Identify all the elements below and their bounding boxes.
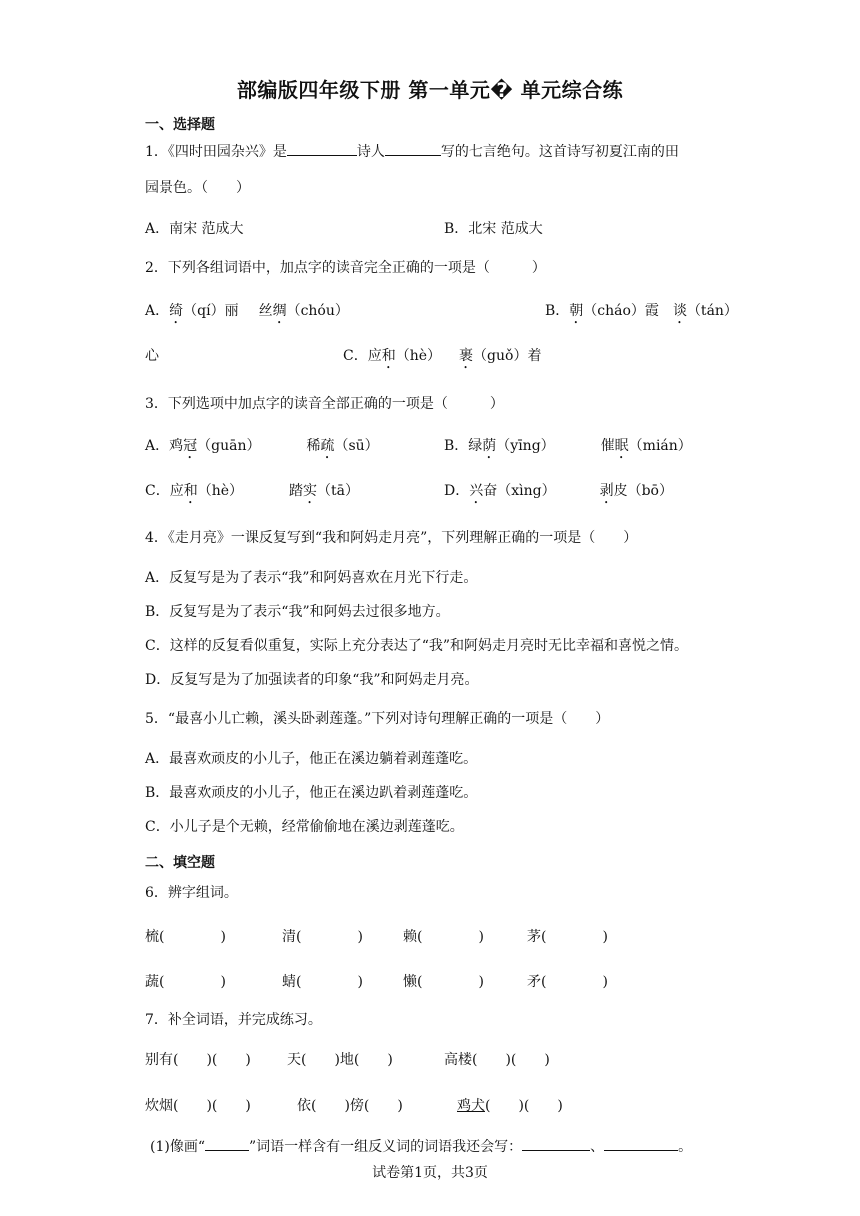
question-1-line-1: 1．《四时田园杂兴》是 诗人 写的七言绝句。这首诗写初夏江南的田: [145, 141, 679, 161]
question-1-option-b[interactable]: B．北宋 范成大: [444, 221, 543, 237]
question-2-option-b-continued: 心: [145, 348, 159, 364]
question-3-stem: 3．下列选项中加点字的读音全部正确的一项是（ ）: [145, 396, 504, 412]
question-7-subquestion-1: (1)像画“ ”词语一样含有一组反义词的词语我还会写： 、 。: [150, 1136, 692, 1156]
answer-blank[interactable]: [522, 1136, 590, 1151]
question-2-stem: 2．下列各组词语中，加点字的读音完全正确的一项是（ ）: [145, 260, 546, 276]
question-2-option-a[interactable]: A．绮（qí）丽 丝绸（chóu）: [145, 303, 349, 319]
question-3-option-a[interactable]: A．鸡冠（guān） 稀疏（sū）: [145, 438, 379, 454]
question-1-option-a[interactable]: A．南宋 范成大: [145, 221, 244, 237]
section-heading-choice: 一、选择题: [145, 117, 215, 133]
char-group-cell[interactable]: 矛( ): [527, 974, 608, 990]
answer-blank[interactable]: [604, 1136, 678, 1151]
idiom-fill-cell[interactable]: 依( )傍( ): [297, 1098, 403, 1114]
question-4-option-d[interactable]: D．反复写是为了加强读者的印象“我”和阿妈走月亮。: [145, 672, 479, 688]
question-5-option-b[interactable]: B．最喜欢顽皮的小儿子，他正在溪边趴着剥莲蓬吃。: [145, 785, 478, 801]
char-group-cell[interactable]: 梳( ): [145, 929, 226, 945]
char-group-cell[interactable]: 赖( ): [403, 929, 484, 945]
char-group-cell[interactable]: 懒( ): [403, 974, 484, 990]
section-heading-fill: 二、填空题: [145, 855, 215, 871]
char-group-cell[interactable]: 清( ): [282, 929, 363, 945]
question-3-option-d[interactable]: D．兴奋（xìng） 剥皮（bō）: [444, 483, 673, 499]
idiom-fill-cell[interactable]: 鸡犬( )( ): [457, 1098, 563, 1114]
question-3-option-c[interactable]: C．应和（hè） 踏实（tā）: [145, 483, 360, 499]
question-3-option-b[interactable]: B．绿荫（yīng） 催眠（mián）: [444, 438, 692, 454]
question-2-option-c[interactable]: C．应和（hè） 裹（guǒ）着: [343, 348, 542, 364]
page-title: 部编版四年级下册 第一单元� 单元综合练: [236, 78, 624, 102]
idiom-fill-cell[interactable]: 别有( )( ): [145, 1052, 251, 1068]
question-5-option-a[interactable]: A．最喜欢顽皮的小儿子，他正在溪边躺着剥莲蓬吃。: [145, 751, 478, 767]
answer-blank[interactable]: [287, 141, 357, 156]
question-4-option-a[interactable]: A．反复写是为了表示“我”和阿妈喜欢在月光下行走。: [145, 570, 478, 586]
char-group-cell[interactable]: 蜻( ): [282, 974, 363, 990]
idiom-fill-cell[interactable]: 天( )地( ): [287, 1052, 393, 1068]
char-group-cell[interactable]: 蔬( ): [145, 974, 226, 990]
question-2-option-b[interactable]: B．朝（cháo）霞 谈（tán）: [545, 303, 738, 319]
question-4-option-b[interactable]: B．反复写是为了表示“我”和阿妈去过很多地方。: [145, 604, 450, 620]
idiom-fill-cell[interactable]: 炊烟( )( ): [145, 1098, 251, 1114]
answer-blank[interactable]: [205, 1136, 249, 1151]
question-1-line-2: 园景色。（ ）: [145, 180, 250, 196]
question-4-stem: 4．《走月亮》一课反复写到“我和阿妈走月亮”，下列理解正确的一项是（ ）: [145, 530, 638, 546]
char-group-cell[interactable]: 茅( ): [527, 929, 608, 945]
question-5-option-c[interactable]: C．小儿子是个无赖，经常偷偷地在溪边剥莲蓬吃。: [145, 819, 464, 835]
idiom-fill-cell[interactable]: 高楼( )( ): [444, 1052, 550, 1068]
question-4-option-c[interactable]: C．这样的反复看似重复，实际上充分表达了“我”和阿妈走月亮时无比幸福和喜悦之情。: [145, 638, 689, 654]
answer-blank[interactable]: [385, 141, 441, 156]
question-7-stem: 7．补全词语，并完成练习。: [145, 1012, 322, 1028]
page-footer: 试卷第1页，共3页: [372, 1165, 488, 1181]
question-5-stem: 5．“最喜小儿亡赖，溪头卧剥莲蓬。”下列对诗句理解正确的一项是（ ）: [145, 711, 610, 727]
question-6-stem: 6．辨字组词。: [145, 885, 238, 901]
